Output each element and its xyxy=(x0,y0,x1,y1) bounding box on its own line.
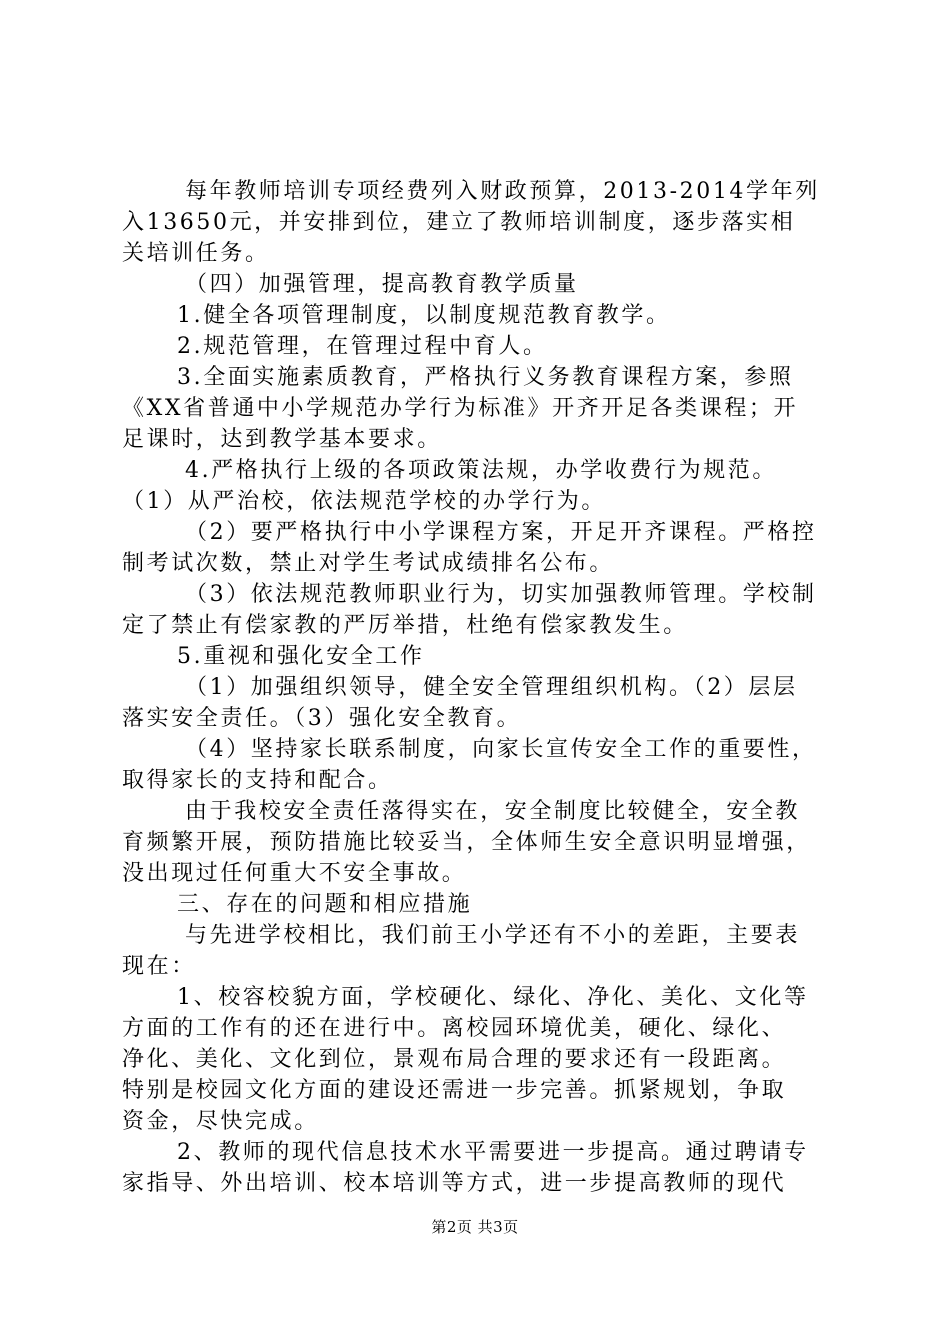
text-line: 2、教师的现代信息技术水平需要进一步提高。通过聘请专 xyxy=(177,1140,809,1165)
text-line: 1、校容校貌方面，学校硬化、绿化、净化、美化、文化等 xyxy=(177,985,809,1010)
text-line: 取得家长的支持和配合。 xyxy=(122,768,393,793)
section-heading: （四）加强管理，提高教育教学质量 xyxy=(185,272,579,297)
text-line: （2）要严格执行中小学课程方案，开足开齐课程。严格控 xyxy=(185,520,817,545)
text-line: 没出现过任何重大不安全事故。 xyxy=(122,861,467,886)
text-line: 1.健全各项管理制度，以制度规范教育教学。 xyxy=(177,303,671,328)
page-footer: 第2页 共3页 xyxy=(431,1218,519,1236)
text-line: 制考试次数，禁止对学生考试成绩排名公布。 xyxy=(122,551,615,576)
text-line: 特别是校园文化方面的建设还需进一步完善。抓紧规划，争取 xyxy=(122,1078,787,1103)
text-line: 足课时，达到教学基本要求。 xyxy=(122,427,442,452)
text-line: 现在： xyxy=(122,954,196,979)
text-line: （4）坚持家长联系制度，向家长宣传安全工作的重要性， xyxy=(185,737,817,762)
text-line: 家指导、外出培训、校本培训等方式，进一步提高教师的现代 xyxy=(122,1171,787,1196)
text-line: 方面的工作有的还在进行中。离校园环境优美，硬化、绿化、 xyxy=(122,1016,787,1041)
text-line: 关培训任务。 xyxy=(122,241,270,266)
text-line: 净化、美化、文化到位，景观布局合理的要求还有一段距离。 xyxy=(122,1047,787,1072)
text-line: 资金，尽快完成。 xyxy=(122,1109,319,1134)
text-line: 3.全面实施素质教育，严格执行义务教育课程方案，参照 xyxy=(177,365,794,390)
text-line: 与先进学校相比，我们前王小学还有不小的差距，主要表 xyxy=(185,923,801,948)
text-line: 由于我校安全责任落得实在，安全制度比较健全，安全教 xyxy=(185,799,801,824)
text-line: 4.严格执行上级的各项政策法规，办学收费行为规范。 xyxy=(185,458,777,483)
text-line: 2.规范管理，在管理过程中育人。 xyxy=(177,334,548,359)
text-line: 《XX省普通中小学规范办学行为标准》开齐开足各类课程；开 xyxy=(122,396,799,421)
text-line: （3）依法规范教师职业行为，切实加强教师管理。学校制 xyxy=(185,582,817,607)
text-line: （1）加强组织领导，健全安全管理组织机构。（2）层层 xyxy=(185,675,798,700)
text-line: 落实安全责任。（3）强化安全教育。 xyxy=(122,706,522,731)
text-line: 定了禁止有偿家教的严厉举措，杜绝有偿家教发生。 xyxy=(122,613,688,638)
text-line: 每年教师培训专项经费列入财政预算，2013-2014学年列 xyxy=(185,179,820,204)
text-line: 5.重视和强化安全工作 xyxy=(177,644,425,669)
text-line: 入13650元，并安排到位，建立了教师培训制度，逐步落实相 xyxy=(122,210,796,235)
text-line: 育频繁开展，预防措施比较妥当，全体师生安全意识明显增强， xyxy=(122,830,811,855)
text-line: （1）从严治校，依法规范学校的办学行为。 xyxy=(122,489,606,514)
section-heading: 三、存在的问题和相应措施 xyxy=(177,892,473,917)
